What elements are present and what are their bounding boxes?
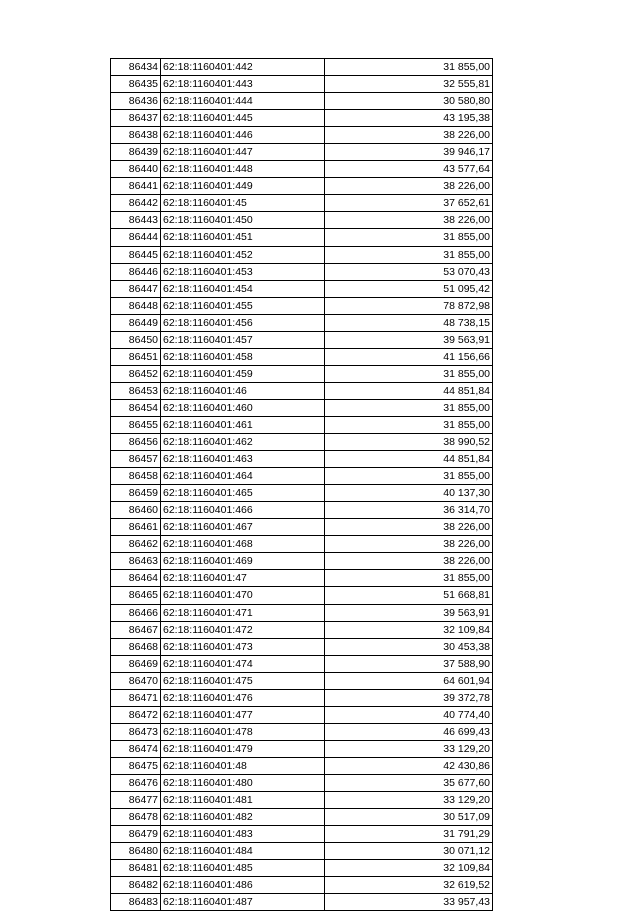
- row-number-cell: 86475: [111, 757, 161, 774]
- cadastral-number-cell: 62:18:1160401:479: [161, 740, 325, 757]
- cadastral-number-cell: 62:18:1160401:480: [161, 774, 325, 791]
- cadastral-number-cell: 62:18:1160401:459: [161, 365, 325, 382]
- cadastral-number-cell: 62:18:1160401:481: [161, 792, 325, 809]
- cadastral-value-cell: 39 563,91: [325, 331, 493, 348]
- cadastral-value-cell: 33 129,20: [325, 792, 493, 809]
- table-row: [111, 536, 493, 553]
- cadastral-number-cell: 62:18:1160401:460: [161, 399, 325, 416]
- cadastral-value-cell: 41 156,66: [325, 348, 493, 365]
- cadastral-number-cell: 62:18:1160401:449: [161, 178, 325, 195]
- row-number-cell: 86448: [111, 297, 161, 314]
- table-row: [111, 809, 493, 826]
- cadastral-value-cell: 30 453,38: [325, 638, 493, 655]
- cadastral-number-cell: 62:18:1160401:446: [161, 127, 325, 144]
- cadastral-number-cell: 62:18:1160401:482: [161, 809, 325, 826]
- cadastral-value-cell: 31 855,00: [325, 416, 493, 433]
- cadastral-value-cell: 42 430,86: [325, 757, 493, 774]
- cadastral-number-cell: 62:18:1160401:486: [161, 877, 325, 894]
- cadastral-number-cell: 62:18:1160401:458: [161, 348, 325, 365]
- cadastral-number-cell: 62:18:1160401:444: [161, 93, 325, 110]
- table-row: [111, 451, 493, 468]
- cadastral-value-cell: 40 137,30: [325, 485, 493, 502]
- cadastral-number-cell: 62:18:1160401:455: [161, 297, 325, 314]
- cadastral-value-cell: 36 314,70: [325, 502, 493, 519]
- table-row: [111, 280, 493, 297]
- cadastral-value-cell: 38 226,00: [325, 553, 493, 570]
- table-row: [111, 212, 493, 229]
- row-number-cell: 86447: [111, 280, 161, 297]
- cadastral-value-cell: 31 855,00: [325, 246, 493, 263]
- cadastral-value-table: [110, 58, 493, 911]
- table-row: [111, 587, 493, 604]
- cadastral-number-cell: 62:18:1160401:448: [161, 161, 325, 178]
- row-number-cell: 86460: [111, 502, 161, 519]
- table-row: [111, 229, 493, 246]
- cadastral-value-cell: 39 372,78: [325, 689, 493, 706]
- table-row: [111, 894, 493, 911]
- table-row: [111, 161, 493, 178]
- row-number-cell: 86445: [111, 246, 161, 263]
- cadastral-number-cell: 62:18:1160401:450: [161, 212, 325, 229]
- table-row: [111, 382, 493, 399]
- cadastral-value-cell: 32 619,52: [325, 877, 493, 894]
- table-row: [111, 519, 493, 536]
- cadastral-value-cell: 38 226,00: [325, 178, 493, 195]
- table-row: [111, 297, 493, 314]
- row-number-cell: 86467: [111, 621, 161, 638]
- table-row: [111, 706, 493, 723]
- table-row: [111, 826, 493, 843]
- cadastral-value-cell: 32 555,81: [325, 76, 493, 93]
- row-number-cell: 86443: [111, 212, 161, 229]
- table-row: [111, 638, 493, 655]
- table-row: [111, 553, 493, 570]
- cadastral-value-cell: 33 957,43: [325, 894, 493, 911]
- cadastral-number-cell: 62:18:1160401:464: [161, 468, 325, 485]
- row-number-cell: 86452: [111, 365, 161, 382]
- row-number-cell: 86471: [111, 689, 161, 706]
- table-row: [111, 314, 493, 331]
- cadastral-number-cell: 62:18:1160401:462: [161, 434, 325, 451]
- cadastral-value-cell: 39 563,91: [325, 604, 493, 621]
- cadastral-value-cell: 38 226,00: [325, 519, 493, 536]
- row-number-cell: 86446: [111, 263, 161, 280]
- table-row: [111, 178, 493, 195]
- cadastral-number-cell: 62:18:1160401:454: [161, 280, 325, 297]
- cadastral-number-cell: 62:18:1160401:469: [161, 553, 325, 570]
- table-row: [111, 502, 493, 519]
- cadastral-value-cell: 30 580,80: [325, 93, 493, 110]
- cadastral-number-cell: 62:18:1160401:467: [161, 519, 325, 536]
- cadastral-value-cell: 30 071,12: [325, 843, 493, 860]
- table-row: [111, 348, 493, 365]
- row-number-cell: 86482: [111, 877, 161, 894]
- cadastral-value-cell: 64 601,94: [325, 672, 493, 689]
- row-number-cell: 86473: [111, 723, 161, 740]
- table-row: [111, 740, 493, 757]
- table-row: [111, 468, 493, 485]
- cadastral-value-cell: 44 851,84: [325, 382, 493, 399]
- cadastral-value-cell: 31 855,00: [325, 365, 493, 382]
- row-number-cell: 86456: [111, 434, 161, 451]
- cadastral-value-cell: 32 109,84: [325, 621, 493, 638]
- table-row: [111, 877, 493, 894]
- cadastral-value-cell: 53 070,43: [325, 263, 493, 280]
- cadastral-number-cell: 62:18:1160401:457: [161, 331, 325, 348]
- cadastral-value-cell: 37 652,61: [325, 195, 493, 212]
- row-number-cell: 86465: [111, 587, 161, 604]
- table-row: [111, 570, 493, 587]
- table-row: [111, 757, 493, 774]
- table-row: [111, 774, 493, 791]
- table-row: [111, 689, 493, 706]
- table-row: [111, 604, 493, 621]
- row-number-cell: 86455: [111, 416, 161, 433]
- cadastral-number-cell: 62:18:1160401:452: [161, 246, 325, 263]
- table-row: [111, 127, 493, 144]
- cadastral-number-cell: 62:18:1160401:473: [161, 638, 325, 655]
- cadastral-value-cell: 38 990,52: [325, 434, 493, 451]
- cadastral-value-cell: 43 195,38: [325, 110, 493, 127]
- cadastral-number-cell: 62:18:1160401:487: [161, 894, 325, 911]
- cadastral-value-cell: 31 855,00: [325, 570, 493, 587]
- cadastral-number-cell: 62:18:1160401:484: [161, 843, 325, 860]
- cadastral-number-cell: 62:18:1160401:447: [161, 144, 325, 161]
- table-row: [111, 246, 493, 263]
- table-row: [111, 144, 493, 161]
- cadastral-number-cell: 62:18:1160401:445: [161, 110, 325, 127]
- row-number-cell: 86474: [111, 740, 161, 757]
- cadastral-value-cell: 38 226,00: [325, 127, 493, 144]
- cadastral-number-cell: 62:18:1160401:453: [161, 263, 325, 280]
- cadastral-value-cell: 78 872,98: [325, 297, 493, 314]
- row-number-cell: 86480: [111, 843, 161, 860]
- table-row: [111, 843, 493, 860]
- cadastral-number-cell: 62:18:1160401:470: [161, 587, 325, 604]
- table-row: [111, 263, 493, 280]
- cadastral-value-cell: 31 791,29: [325, 826, 493, 843]
- table-row: [111, 195, 493, 212]
- cadastral-number-cell: 62:18:1160401:47: [161, 570, 325, 587]
- cadastral-value-cell: 33 129,20: [325, 740, 493, 757]
- table-row: [111, 365, 493, 382]
- table-row: [111, 655, 493, 672]
- row-number-cell: 86450: [111, 331, 161, 348]
- table-row: [111, 792, 493, 809]
- cadastral-value-cell: 31 855,00: [325, 229, 493, 246]
- row-number-cell: 86437: [111, 110, 161, 127]
- cadastral-number-cell: 62:18:1160401:451: [161, 229, 325, 246]
- table-row: [111, 672, 493, 689]
- table-row: [111, 485, 493, 502]
- cadastral-number-cell: 62:18:1160401:476: [161, 689, 325, 706]
- cadastral-number-cell: 62:18:1160401:471: [161, 604, 325, 621]
- row-number-cell: 86483: [111, 894, 161, 911]
- row-number-cell: 86453: [111, 382, 161, 399]
- cadastral-number-cell: 62:18:1160401:46: [161, 382, 325, 399]
- cadastral-value-cell: 31 855,00: [325, 399, 493, 416]
- table-row: [111, 434, 493, 451]
- row-number-cell: 86459: [111, 485, 161, 502]
- row-number-cell: 86435: [111, 76, 161, 93]
- row-number-cell: 86444: [111, 229, 161, 246]
- cadastral-number-cell: 62:18:1160401:472: [161, 621, 325, 638]
- cadastral-value-cell: 46 699,43: [325, 723, 493, 740]
- row-number-cell: 86470: [111, 672, 161, 689]
- row-number-cell: 86472: [111, 706, 161, 723]
- row-number-cell: 86436: [111, 93, 161, 110]
- cadastral-value-cell: 37 588,90: [325, 655, 493, 672]
- table-row: [111, 621, 493, 638]
- cadastral-value-cell: 38 226,00: [325, 212, 493, 229]
- table-row: [111, 416, 493, 433]
- cadastral-number-cell: 62:18:1160401:48: [161, 757, 325, 774]
- row-number-cell: 86442: [111, 195, 161, 212]
- table-row: [111, 59, 493, 76]
- cadastral-number-cell: 62:18:1160401:468: [161, 536, 325, 553]
- row-number-cell: 86466: [111, 604, 161, 621]
- cadastral-value-cell: 40 774,40: [325, 706, 493, 723]
- row-number-cell: 86464: [111, 570, 161, 587]
- row-number-cell: 86462: [111, 536, 161, 553]
- row-number-cell: 86434: [111, 59, 161, 76]
- cadastral-number-cell: 62:18:1160401:45: [161, 195, 325, 212]
- cadastral-value-cell: 32 109,84: [325, 860, 493, 877]
- row-number-cell: 86438: [111, 127, 161, 144]
- cadastral-value-cell: 48 738,15: [325, 314, 493, 331]
- row-number-cell: 86454: [111, 399, 161, 416]
- row-number-cell: 86449: [111, 314, 161, 331]
- cadastral-value-cell: 39 946,17: [325, 144, 493, 161]
- row-number-cell: 86479: [111, 826, 161, 843]
- cadastral-value-cell: 43 577,64: [325, 161, 493, 178]
- cadastral-number-cell: 62:18:1160401:475: [161, 672, 325, 689]
- row-number-cell: 86476: [111, 774, 161, 791]
- row-number-cell: 86461: [111, 519, 161, 536]
- cadastral-number-cell: 62:18:1160401:483: [161, 826, 325, 843]
- row-number-cell: 86481: [111, 860, 161, 877]
- cadastral-number-cell: 62:18:1160401:442: [161, 59, 325, 76]
- cadastral-number-cell: 62:18:1160401:477: [161, 706, 325, 723]
- table-row: [111, 399, 493, 416]
- row-number-cell: 86457: [111, 451, 161, 468]
- row-number-cell: 86440: [111, 161, 161, 178]
- table-row: [111, 93, 493, 110]
- table-row: [111, 331, 493, 348]
- table-row: [111, 76, 493, 93]
- table-row: [111, 723, 493, 740]
- cadastral-value-cell: 38 226,00: [325, 536, 493, 553]
- cadastral-number-cell: 62:18:1160401:461: [161, 416, 325, 433]
- row-number-cell: 86439: [111, 144, 161, 161]
- table-row: [111, 110, 493, 127]
- cadastral-number-cell: 62:18:1160401:466: [161, 502, 325, 519]
- cadastral-number-cell: 62:18:1160401:465: [161, 485, 325, 502]
- cadastral-value-cell: 31 855,00: [325, 468, 493, 485]
- document-page: [110, 58, 493, 911]
- row-number-cell: 86469: [111, 655, 161, 672]
- row-number-cell: 86477: [111, 792, 161, 809]
- cadastral-value-cell: 35 677,60: [325, 774, 493, 791]
- cadastral-number-cell: 62:18:1160401:463: [161, 451, 325, 468]
- row-number-cell: 86463: [111, 553, 161, 570]
- cadastral-number-cell: 62:18:1160401:478: [161, 723, 325, 740]
- cadastral-number-cell: 62:18:1160401:474: [161, 655, 325, 672]
- cadastral-value-cell: 31 855,00: [325, 59, 493, 76]
- cadastral-value-cell: 51 095,42: [325, 280, 493, 297]
- row-number-cell: 86478: [111, 809, 161, 826]
- cadastral-value-cell: 30 517,09: [325, 809, 493, 826]
- row-number-cell: 86441: [111, 178, 161, 195]
- table-row: [111, 860, 493, 877]
- row-number-cell: 86458: [111, 468, 161, 485]
- row-number-cell: 86468: [111, 638, 161, 655]
- cadastral-number-cell: 62:18:1160401:456: [161, 314, 325, 331]
- cadastral-value-cell: 44 851,84: [325, 451, 493, 468]
- cadastral-number-cell: 62:18:1160401:443: [161, 76, 325, 93]
- cadastral-number-cell: 62:18:1160401:485: [161, 860, 325, 877]
- table-body: [111, 59, 493, 911]
- row-number-cell: 86451: [111, 348, 161, 365]
- cadastral-value-cell: 51 668,81: [325, 587, 493, 604]
